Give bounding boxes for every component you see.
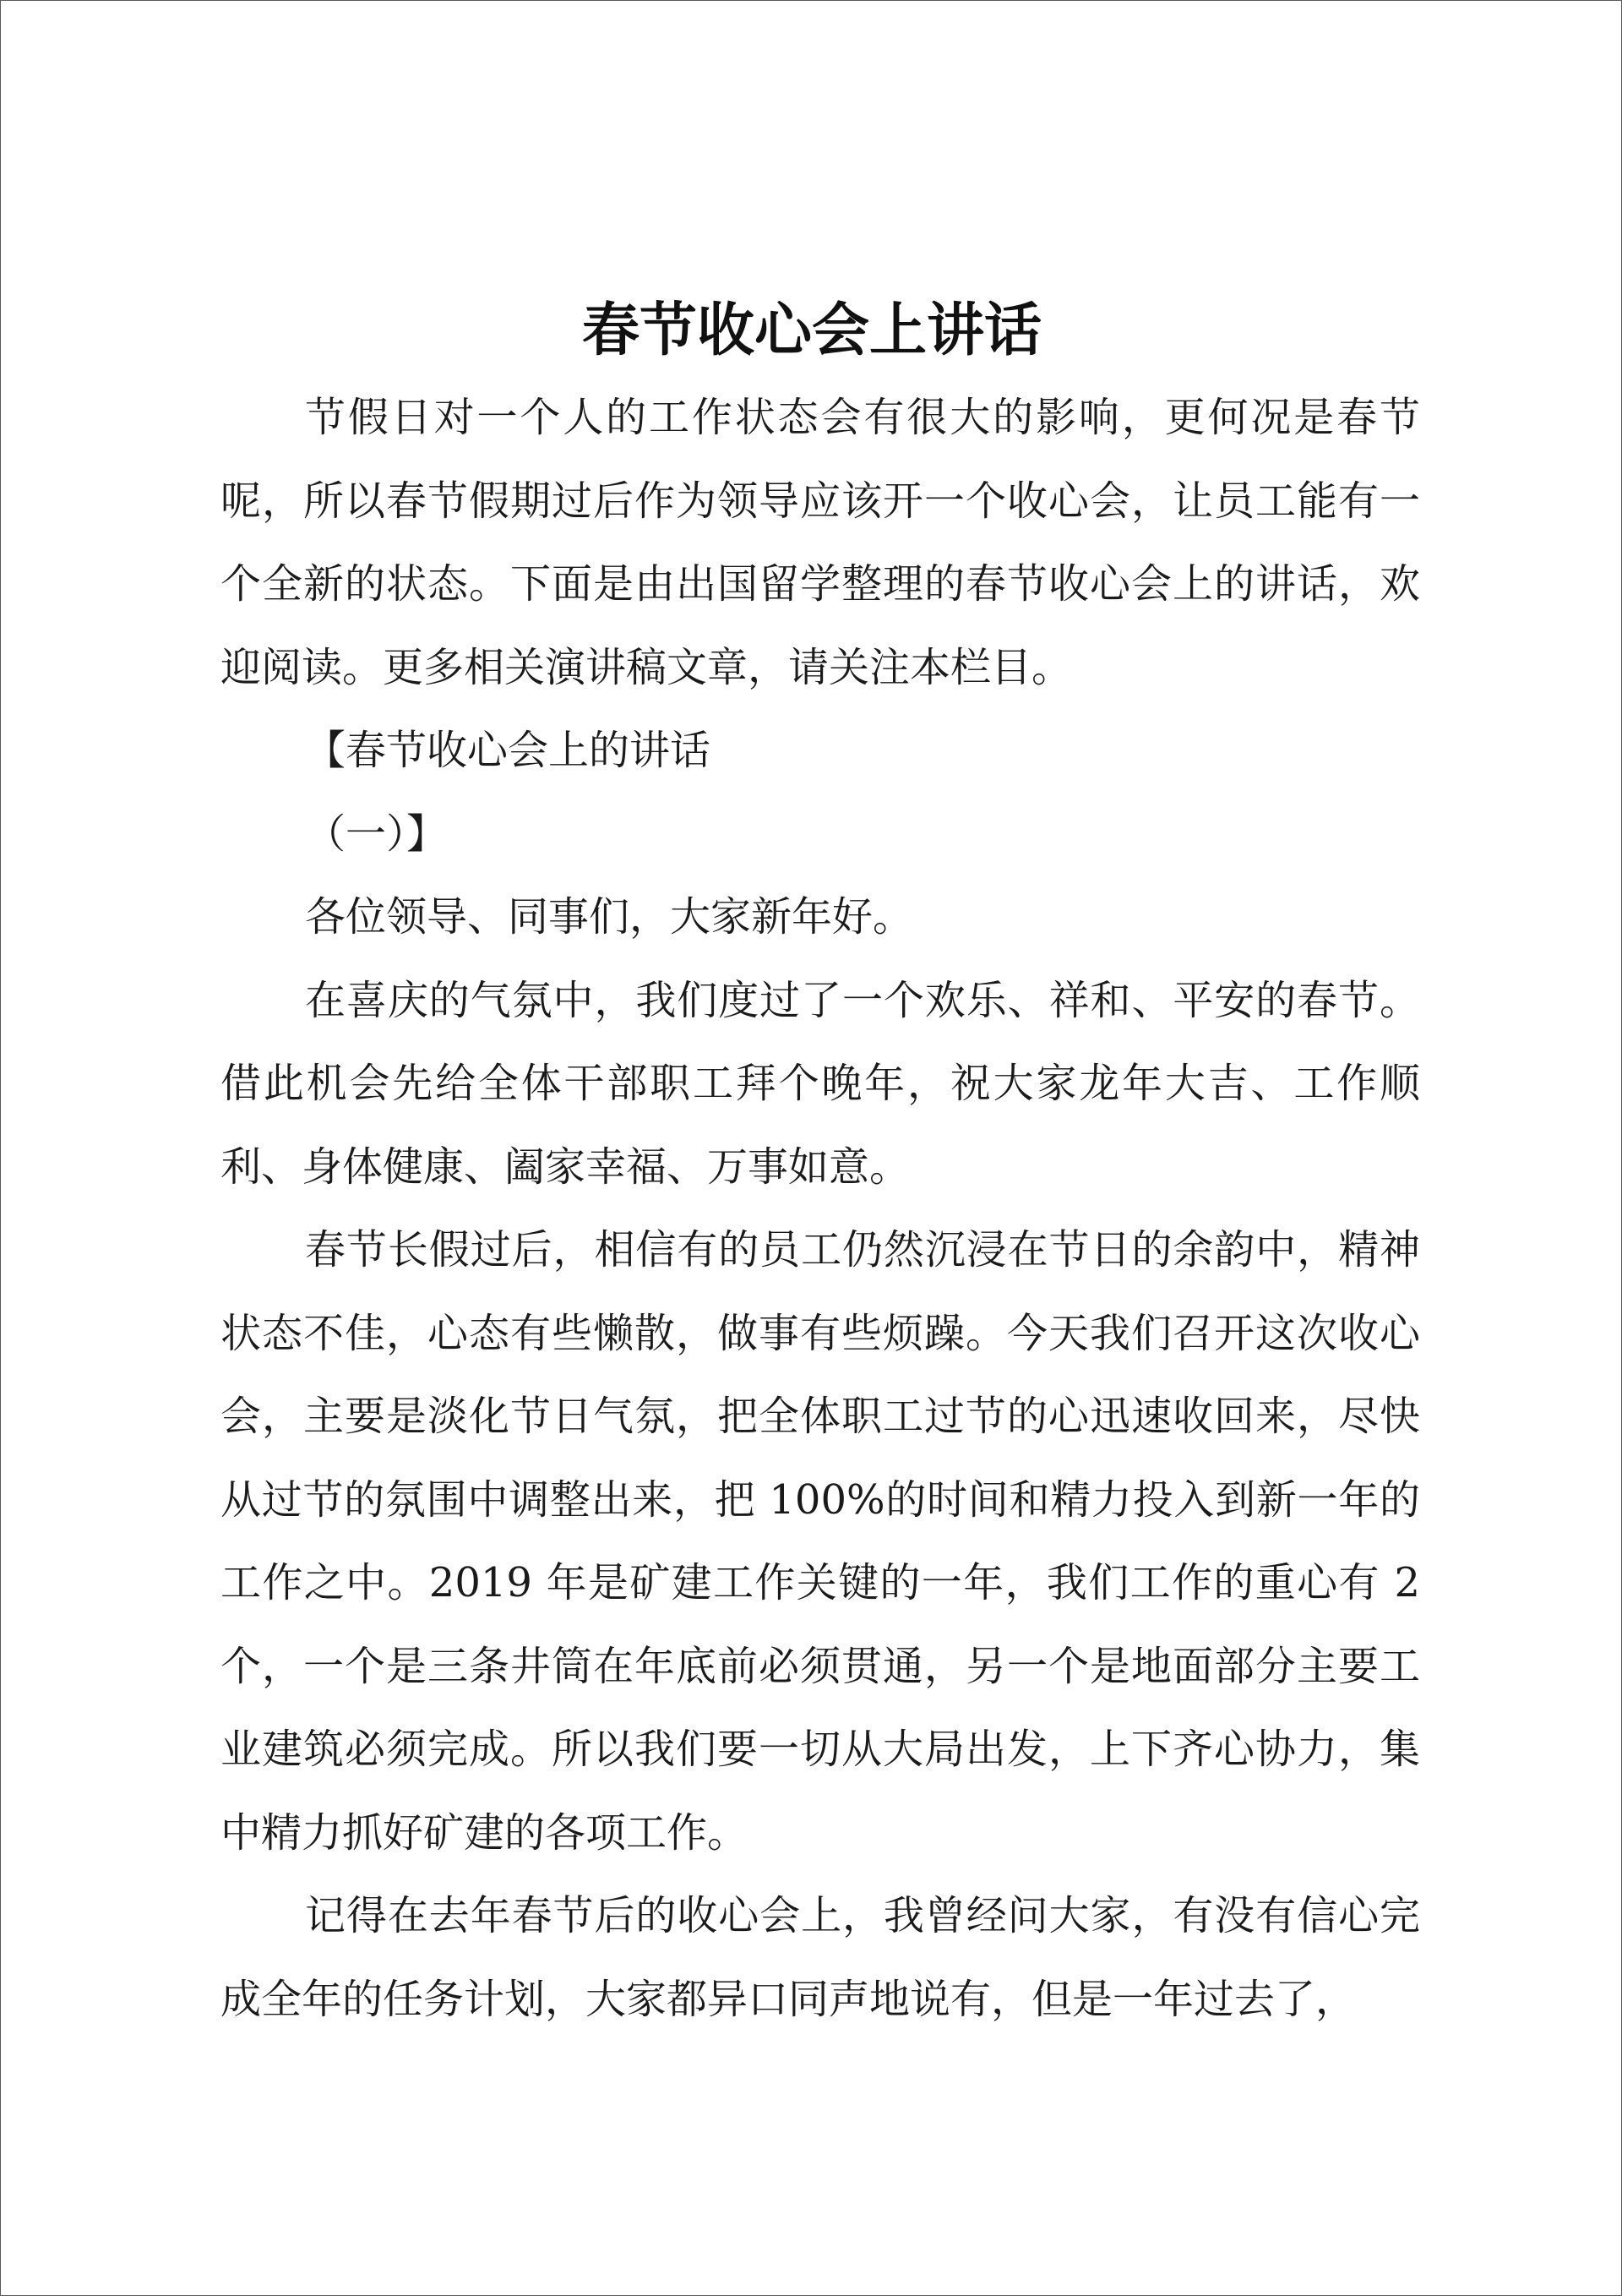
section-heading-line-2: （一）】 bbox=[305, 810, 448, 858]
document-body bbox=[220, 376, 1420, 2041]
intro-paragraph: 节假日对一个人的工作状态会有很大的影响，更何况是春节呢，所以春节假期过后作为领导应该开一个收心会，让员工能有一个全新的状态。下面是由出国留学整理的春节收心会上的讲话，欢迎阅读。更多相关演讲稿文章，请关注本栏目。 bbox=[220, 394, 1420, 691]
section-heading-line-1: 【春节收心会上的讲话 bbox=[305, 727, 711, 774]
document-title: 春节收心会上讲话 bbox=[581, 297, 1042, 364]
greeting-paragraph: 各位领导、同事们，大家新年好。 bbox=[305, 893, 914, 941]
body-paragraph: 记得在去年春节后的收心会上，我曾经问大家，有没有信心完成全年的任务计划，大家都异口同声地说有，但是一年过去了， bbox=[220, 1892, 1420, 2023]
body-paragraph: 春节长假过后，相信有的员工仍然沉浸在节日的余韵中，精神状态不佳，心态有些懒散，做事有些烦躁。今天我们召开这次收心会，主要是淡化节日气氛，把全体职工过节的心迅速收回来，尽快从过节的氛围中调整出来，把 100%的时间和精力投入到新一年的工作之中。2019 年是矿建工作关键的一年，我们工作的重心有 2 个，一个是三条井筒在年底前必须贯通，另一个是地面部分主要工业建筑必须完成。所以我们要一切从大局出发，上下齐心协力，集中精力抓好矿建的各项工作。 bbox=[220, 1226, 1420, 1857]
body-paragraph: 在喜庆的气氛中，我们度过了一个欢乐、祥和、平安的春节。借此机会先给全体干部职工拜个晚年，祝大家龙年大吉、工作顺利、身体健康、阖家幸福、万事如意。 bbox=[220, 976, 1420, 1191]
